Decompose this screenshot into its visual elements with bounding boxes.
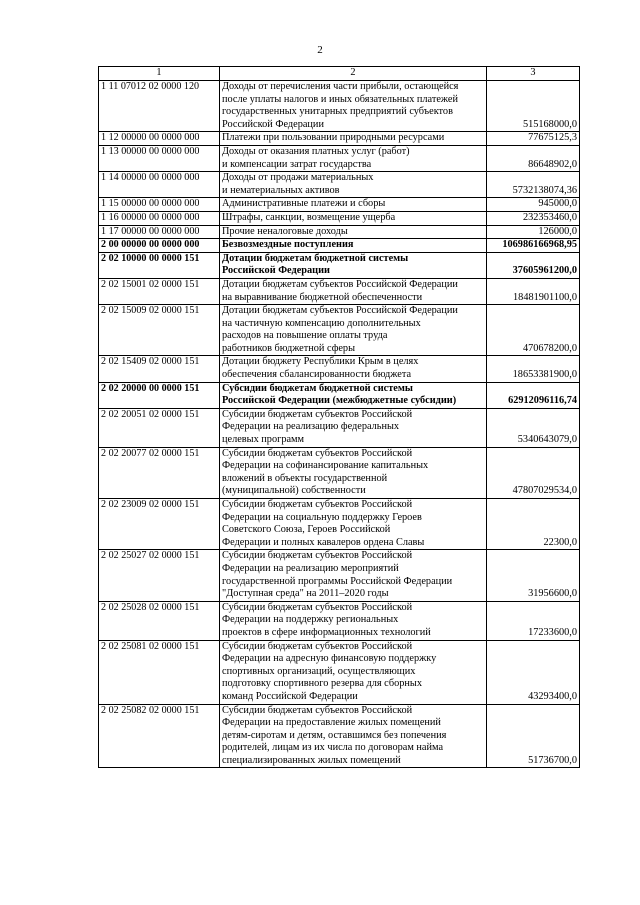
amount-cell: 47807029534,0 [487,447,580,498]
revenue-name-cell: Доходы от перечисления части прибыли, остающейся после уплаты налогов и иных обязательных платежей государственных унитарных предприятий субъектов Российской Федерации [220,81,487,132]
revenue-name-cell: Доходы от оказания платных услуг (работ) и компенсации затрат государства [220,145,487,171]
table-row [99,601,580,640]
budget-code-cell: 2 02 23009 02 0000 151 [99,499,220,550]
page-number: 2 [317,44,323,56]
column-header-amount: 3 [487,67,580,81]
budget-code-cell: 1 14 00000 00 0000 000 [99,172,220,198]
table-row [99,198,580,212]
amount-cell: 62912096116,74 [487,382,580,408]
revenue-name-cell: Дотации бюджетам субъектов Российской Федерации на выравнивание бюджетной обеспеченности [220,278,487,304]
budget-code-cell: 1 11 07012 02 0000 120 [99,81,220,132]
revenue-name-cell: Субсидии бюджетам субъектов Российской Федерации на реализацию федеральных целевых программ [220,408,487,447]
revenue-name-cell: Субсидии бюджетам субъектов Российской Федерации на реализацию мероприятий государственной программы Российской Федерации "Доступная среда" на 2011–2020 годы [220,550,487,601]
revenue-name-cell: Платежи при пользовании природными ресурсами [220,132,487,146]
table-row [99,252,580,278]
revenue-name-cell: Субсидии бюджетам субъектов Российской Федерации на адресную финансовую поддержку спортивных организаций, осуществляющих подготовку спортивного резерва для сборных команд Российской Федерации [220,640,487,704]
revenue-name-cell: Субсидии бюджетам субъектов Российской Федерации на поддержку региональных проектов в сфере информационных технологий [220,601,487,640]
budget-code-cell: 2 02 20077 02 0000 151 [99,447,220,498]
budget-code-cell: 1 17 00000 00 0000 000 [99,225,220,239]
revenue-name-cell: Доходы от продажи материальных и нематериальных активов [220,172,487,198]
revenue-name-cell: Дотации бюджетам субъектов Российской Федерации на частичную компенсацию дополнительных расходов на повышение оплаты труда работников бюджетной сферы [220,305,487,356]
amount-cell: 22300,0 [487,499,580,550]
amount-cell: 18481901100,0 [487,278,580,304]
amount-cell: 126000,0 [487,225,580,239]
amount-cell: 5340643079,0 [487,408,580,447]
amount-cell: 51736700,0 [487,704,580,768]
amount-cell: 515168000,0 [487,81,580,132]
table-row [99,278,580,304]
table-row [99,382,580,408]
revenue-name-cell: Штрафы, санкции, возмещение ущерба [220,211,487,225]
table-row [99,640,580,704]
table-row [99,499,580,550]
revenue-name-cell: Субсидии бюджетам субъектов Российской Федерации на социальную поддержку Героев Советского Союза, Героев Российской Федерации и полных кавалеров ордена Славы [220,499,487,550]
table-row [99,81,580,132]
amount-cell: 86648902,0 [487,145,580,171]
amount-cell: 232353460,0 [487,211,580,225]
table-row [99,225,580,239]
amount-cell: 43293400,0 [487,640,580,704]
revenue-name-cell: Дотации бюджетам бюджетной системы Российской Федерации [220,252,487,278]
budget-code-cell: 2 02 15009 02 0000 151 [99,305,220,356]
budget-code-cell: 1 15 00000 00 0000 000 [99,198,220,212]
budget-code-cell: 2 00 00000 00 0000 000 [99,239,220,253]
revenue-name-cell: Субсидии бюджетам субъектов Российской Федерации на софинансирование капитальных вложений в объекты государственной (муниципальной) собственности [220,447,487,498]
table-row [99,132,580,146]
revenue-name-cell: Субсидии бюджетам субъектов Российской Федерации на предоставление жилых помещений детям-сиротам и детям, оставшимся без попечения родителей, лицам из их числа по договорам найма специализированных жилых помещений [220,704,487,768]
amount-cell: 37605961200,0 [487,252,580,278]
budget-code-cell: 1 16 00000 00 0000 000 [99,211,220,225]
budget-code-cell: 2 02 20000 00 0000 151 [99,382,220,408]
budget-code-cell: 2 02 15001 02 0000 151 [99,278,220,304]
table-row [99,172,580,198]
budget-code-cell: 2 02 15409 02 0000 151 [99,356,220,382]
table-row [99,145,580,171]
column-header-name: 2 [220,67,487,81]
amount-cell: 17233600,0 [487,601,580,640]
amount-cell: 470678200,0 [487,305,580,356]
revenue-name-cell: Прочие неналоговые доходы [220,225,487,239]
revenue-name-cell: Административные платежи и сборы [220,198,487,212]
amount-cell: 106986166968,95 [487,239,580,253]
revenue-table [98,66,580,768]
table-row [99,704,580,768]
amount-cell: 18653381900,0 [487,356,580,382]
budget-code-cell: 2 02 25082 02 0000 151 [99,704,220,768]
revenue-name-cell: Дотации бюджету Республики Крым в целях обеспечения сбалансированности бюджета [220,356,487,382]
amount-cell: 5732138074,36 [487,172,580,198]
table-body [99,81,580,768]
budget-code-cell: 2 02 10000 00 0000 151 [99,252,220,278]
table-row [99,550,580,601]
table-row [99,408,580,447]
table-row [99,447,580,498]
amount-cell: 31956600,0 [487,550,580,601]
amount-cell: 77675125,3 [487,132,580,146]
budget-code-cell: 1 12 00000 00 0000 000 [99,132,220,146]
budget-code-cell: 2 02 20051 02 0000 151 [99,408,220,447]
column-header-code: 1 [99,67,220,81]
table-header-row [99,67,580,81]
budget-code-cell: 2 02 25027 02 0000 151 [99,550,220,601]
budget-code-cell: 2 02 25028 02 0000 151 [99,601,220,640]
amount-cell: 945000,0 [487,198,580,212]
table-row [99,211,580,225]
table-row [99,305,580,356]
table-row [99,356,580,382]
revenue-name-cell: Субсидии бюджетам бюджетной системы Российской Федерации (межбюджетные субсидии) [220,382,487,408]
revenue-name-cell: Безвозмездные поступления [220,239,487,253]
budget-code-cell: 2 02 25081 02 0000 151 [99,640,220,704]
table-row [99,239,580,253]
budget-code-cell: 1 13 00000 00 0000 000 [99,145,220,171]
